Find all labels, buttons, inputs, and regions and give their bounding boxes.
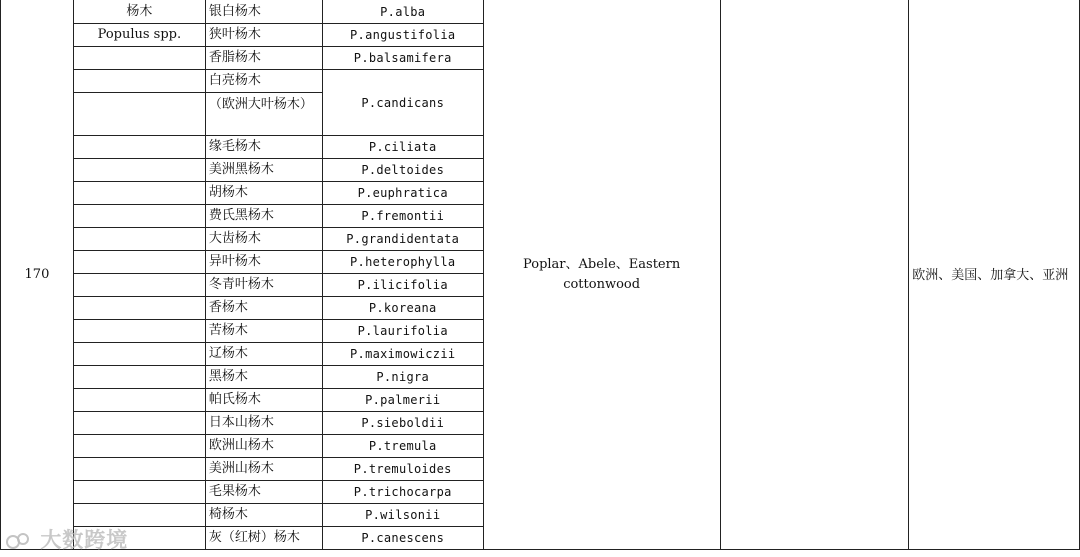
species-name-latin: P.grandidentata: [322, 228, 483, 251]
empty-cell: [73, 458, 205, 481]
species-name-cn: 银白杨木: [205, 0, 322, 24]
species-name-latin: P.ciliata: [322, 136, 483, 159]
species-name-cn: 毛果杨木: [205, 481, 322, 504]
watermark-logo-icon: [6, 531, 32, 551]
species-name-cn: 欧洲山杨木: [205, 435, 322, 458]
species-name-cn: 白亮杨木: [205, 70, 322, 93]
empty-cell: [73, 389, 205, 412]
species-name-latin: P.sieboldii: [322, 412, 483, 435]
common-names-cell: [483, 0, 720, 550]
empty-column: [720, 0, 909, 550]
species-name-latin: P.deltoides: [322, 159, 483, 182]
species-name-cn: 胡杨木: [205, 182, 322, 205]
empty-cell: [73, 343, 205, 366]
species-name-cn: 大齿杨木: [205, 228, 322, 251]
empty-cell: [73, 274, 205, 297]
species-name-latin: P.ilicifolia: [322, 274, 483, 297]
empty-cell: [73, 70, 205, 93]
distribution: 欧洲、美国、加拿大、亚洲: [912, 267, 1069, 283]
species-name-latin: P.tremuloides: [322, 458, 483, 481]
watermark-text: 大数跨境: [40, 528, 129, 552]
empty-cell: [73, 320, 205, 343]
species-name-latin: P.candicans: [322, 70, 483, 136]
species-name-cn: 香杨木: [205, 297, 322, 320]
species-name-latin: P.euphratica: [322, 182, 483, 205]
species-name-latin: P.tremula: [322, 435, 483, 458]
species-name-latin: P.trichocarpa: [322, 481, 483, 504]
species-name-cn: 异叶杨木: [205, 251, 322, 274]
species-name-cn: 狭叶杨木: [205, 24, 322, 47]
row-number: 170: [1, 0, 74, 550]
empty-cell: [73, 481, 205, 504]
empty-cell: [73, 182, 205, 205]
species-name-cn: 椅杨木: [205, 504, 322, 527]
empty-cell: [73, 93, 205, 136]
species-name-cn: 辽杨木: [205, 343, 322, 366]
species-name-latin: P.fremontii: [322, 205, 483, 228]
empty-cell: [73, 228, 205, 251]
table-row: [1, 0, 1080, 24]
species-name-latin: P.balsamifera: [322, 47, 483, 70]
empty-cell: [73, 435, 205, 458]
distribution-cell: [909, 0, 1080, 550]
species-name-latin: P.palmerii: [322, 389, 483, 412]
species-name-cn: 日本山杨木: [205, 412, 322, 435]
empty-cell: [73, 136, 205, 159]
genus-name-latin: Populus spp.: [73, 24, 205, 47]
species-name-latin: P.maximowiczii: [322, 343, 483, 366]
species-name-cn: 冬青叶杨木: [205, 274, 322, 297]
species-name-latin: P.nigra: [322, 366, 483, 389]
species-name-cn: 黑杨木: [205, 366, 322, 389]
species-name-latin: P.laurifolia: [322, 320, 483, 343]
species-name-cn: 灰（红树）杨木: [205, 527, 322, 550]
species-name-latin: P.alba: [322, 0, 483, 24]
empty-cell: [73, 251, 205, 274]
empty-cell: [73, 205, 205, 228]
empty-cell: [73, 297, 205, 320]
species-name-cn: 香脂杨木: [205, 47, 322, 70]
empty-cell: [73, 412, 205, 435]
species-name-latin: P.heterophylla: [322, 251, 483, 274]
species-name-cn: 苦杨木: [205, 320, 322, 343]
species-name-latin: P.angustifolia: [322, 24, 483, 47]
species-name-cn: 帕氏杨木: [205, 389, 322, 412]
common-names: Poplar、Abele、Eastern cottonwood: [523, 256, 681, 292]
species-name-latin: P.wilsonii: [322, 504, 483, 527]
species-name-latin: P.canescens: [322, 527, 483, 550]
species-name-cn: 缘毛杨木: [205, 136, 322, 159]
empty-cell: [73, 47, 205, 70]
species-name-latin: P.koreana: [322, 297, 483, 320]
species-name-cn: 费氏黑杨木: [205, 205, 322, 228]
species-name-cn-continued: （欧洲大叶杨木）: [205, 93, 322, 136]
watermark: [6, 524, 128, 554]
species-name-cn: 美洲山杨木: [205, 458, 322, 481]
genus-name-cn: 杨木: [73, 0, 205, 24]
species-name-cn: 美洲黑杨木: [205, 159, 322, 182]
empty-cell: [73, 159, 205, 182]
empty-cell: [73, 366, 205, 389]
